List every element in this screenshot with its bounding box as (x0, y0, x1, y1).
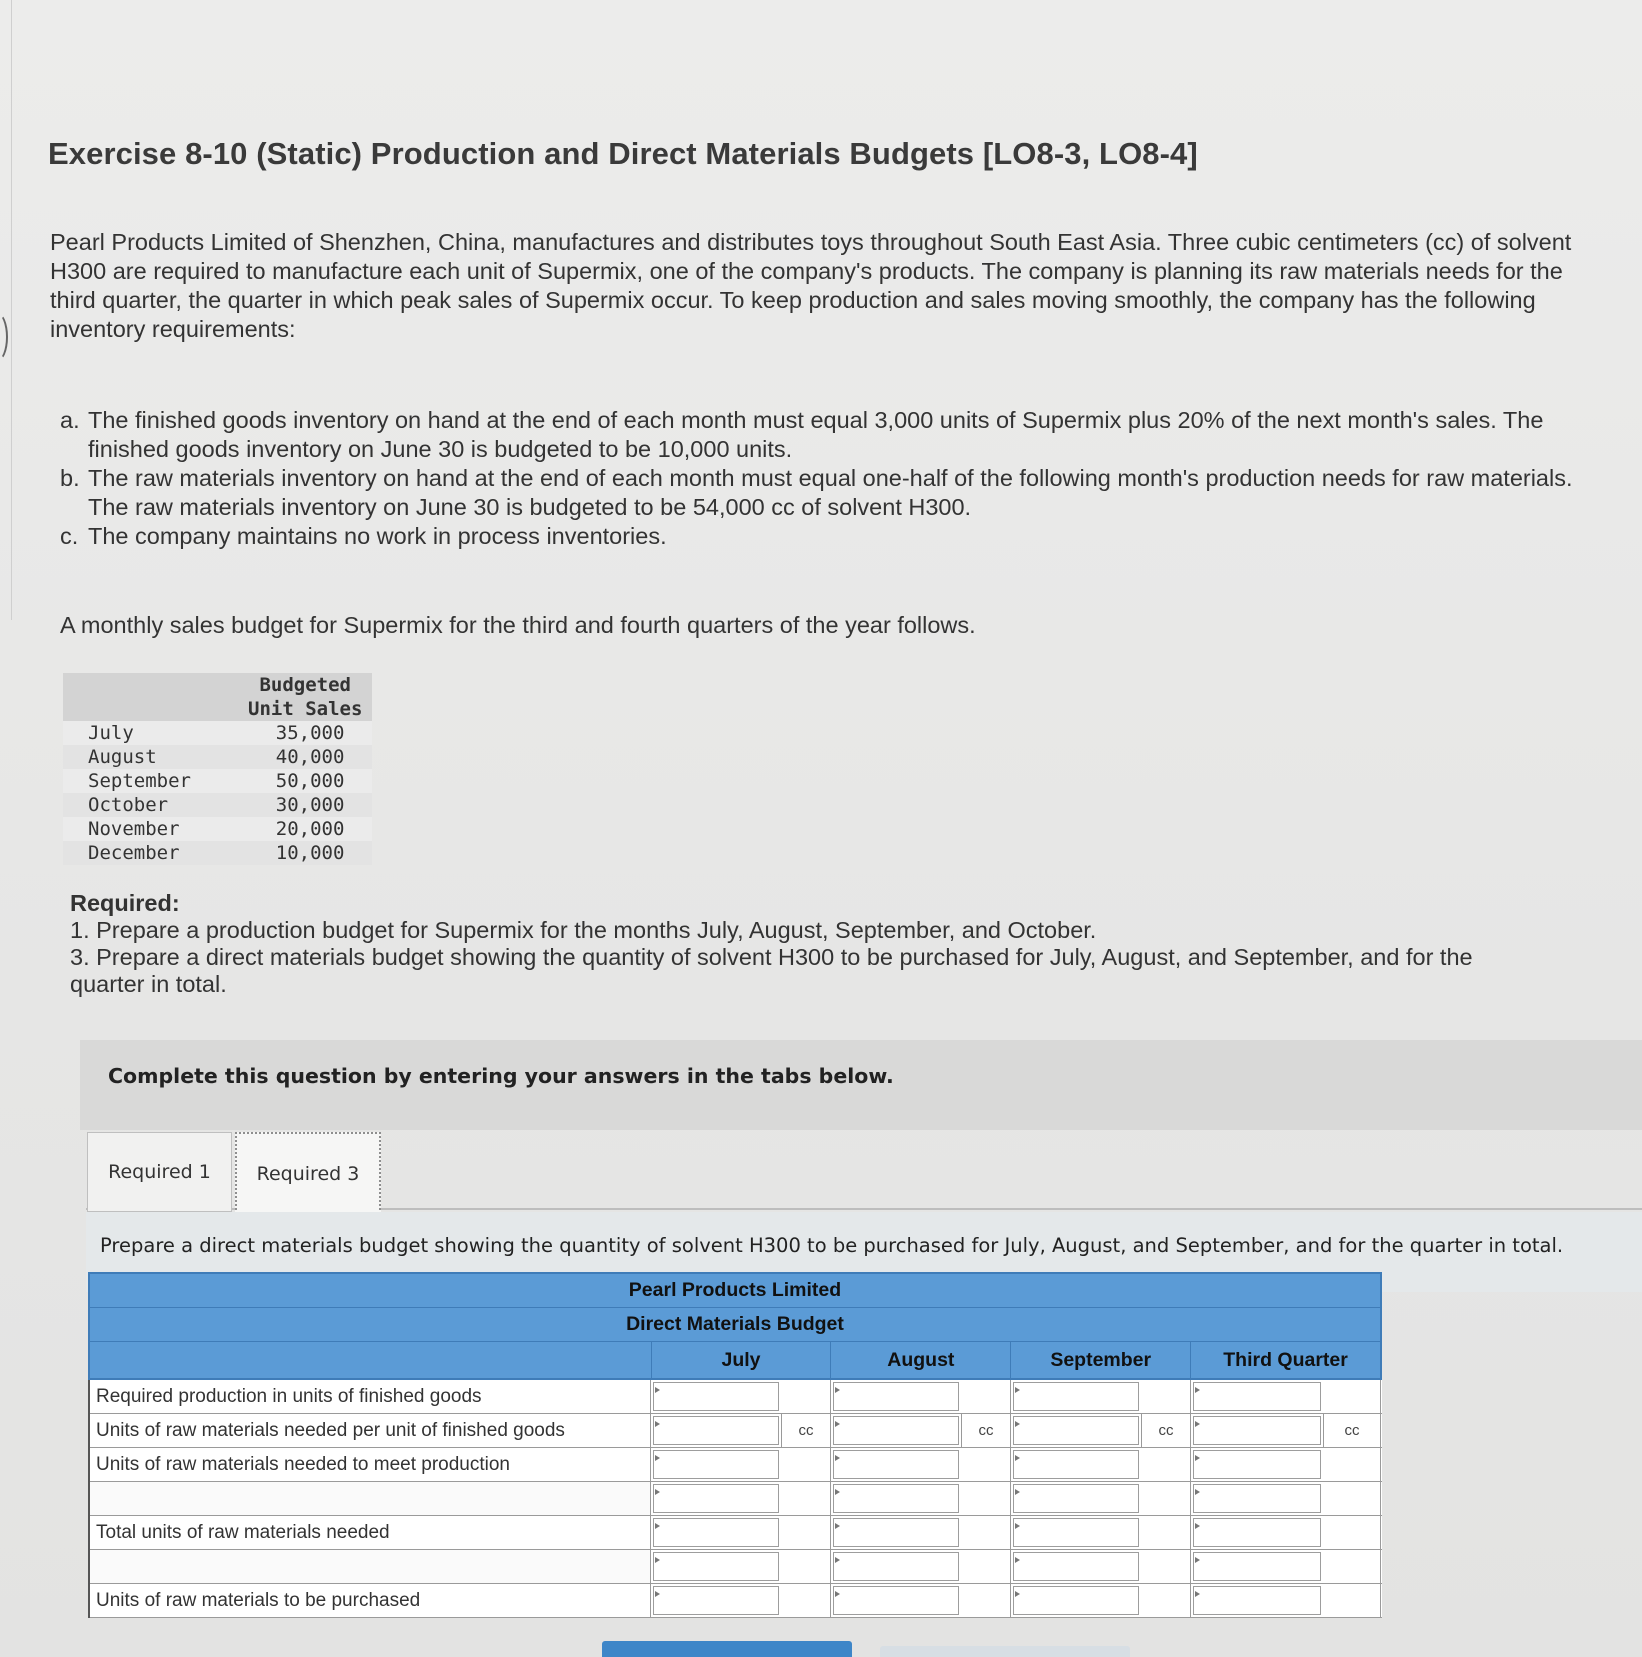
sales-budget-table (63, 673, 372, 865)
row-label: Required production in units of finished goods (90, 1380, 651, 1413)
unit-cc: cc (961, 1414, 1010, 1447)
column-august: August (830, 1342, 1010, 1378)
requirement-c: c. The company maintains no work in process inventories. (60, 523, 667, 549)
budget-header (88, 1272, 1382, 1380)
row-label-dropdown[interactable] (90, 1482, 651, 1515)
quarter-input[interactable] (1193, 1416, 1321, 1445)
prev-button[interactable] (602, 1641, 852, 1657)
table-row: July 35,000 (63, 721, 372, 745)
required-heading: Required: (70, 890, 180, 916)
september-input[interactable] (1013, 1484, 1139, 1513)
july-input[interactable] (653, 1450, 779, 1479)
table-row (90, 1414, 1382, 1448)
sales-header-blank (63, 673, 238, 721)
september-input[interactable] (1013, 1518, 1139, 1547)
july-input[interactable] (653, 1382, 779, 1411)
quarter-input[interactable] (1193, 1382, 1321, 1411)
table-row (90, 1584, 1382, 1618)
column-september: September (1010, 1342, 1190, 1378)
intro-paragraph: Pearl Products Limited of Shenzhen, China, manufactures and distributes toys throughout South East Asia. Three cubic centimeters (cc) of solvent H300 are required to manufacture each unit of Supermix, one of the company's products. The company is planning its raw materials needs for the third quarter, the quarter in which peak sales of Supermix occur. To keep production and sales moving smoothly, the company has the following inventory requirements: (50, 229, 1572, 342)
july-input[interactable] (653, 1484, 779, 1513)
required-section (70, 890, 1550, 998)
tab-required-1[interactable]: Required 1 (87, 1132, 232, 1212)
row-label: Units of raw materials to be purchased (90, 1584, 651, 1617)
august-input[interactable] (833, 1484, 959, 1513)
budget-title: Direct Materials Budget (90, 1308, 1380, 1342)
direct-materials-budget (88, 1272, 1382, 1618)
table-row (90, 1482, 1382, 1516)
august-input[interactable] (833, 1450, 959, 1479)
unit-cc: cc (1141, 1414, 1190, 1447)
sales-header: Budgeted Unit Sales (238, 673, 372, 721)
quarter-input[interactable] (1193, 1450, 1321, 1479)
august-input[interactable] (833, 1518, 959, 1547)
september-input[interactable] (1013, 1450, 1139, 1479)
september-input[interactable] (1013, 1586, 1139, 1615)
exercise-title: Exercise 8-10 (Static) Production and Direct Materials Budgets [LO8-3, LO8-4] (48, 136, 1198, 171)
july-input[interactable] (653, 1586, 779, 1615)
row-label: Units of raw materials needed per unit of finished goods (90, 1414, 651, 1447)
quarter-input[interactable] (1193, 1484, 1321, 1513)
august-input[interactable] (833, 1382, 959, 1411)
next-button[interactable] (880, 1646, 1130, 1657)
july-input[interactable] (653, 1416, 779, 1445)
unit-cc: cc (1323, 1414, 1380, 1447)
august-input[interactable] (833, 1586, 959, 1615)
table-row: August 40,000 (63, 745, 372, 769)
table-row (90, 1550, 1382, 1584)
budget-column-headers (90, 1342, 1380, 1378)
row-label: Total units of raw materials needed (90, 1516, 651, 1549)
inventory-requirements (60, 406, 1600, 551)
september-input[interactable] (1013, 1416, 1139, 1445)
august-input[interactable] (833, 1552, 959, 1581)
panel-text: Complete this question by entering your answers in the tabs below. (108, 1064, 894, 1088)
column-july: July (651, 1342, 831, 1378)
column-third-quarter: Third Quarter (1190, 1342, 1380, 1378)
sales-intro: A monthly sales budget for Supermix for the third and fourth quarters of the year follows. (60, 612, 976, 638)
quarter-input[interactable] (1193, 1552, 1321, 1581)
budget-grid (88, 1380, 1382, 1618)
table-row: September 50,000 (63, 769, 372, 793)
row-label: Units of raw materials needed to meet production (90, 1448, 651, 1481)
unit-cc: cc (781, 1414, 830, 1447)
table-row (90, 1380, 1382, 1414)
table-row (90, 1516, 1382, 1550)
august-input[interactable] (833, 1416, 959, 1445)
table-row: December 10,000 (63, 841, 372, 865)
july-input[interactable] (653, 1518, 779, 1547)
row-label-dropdown[interactable] (90, 1550, 651, 1583)
required-item-1: 1. Prepare a production budget for Supermix for the months July, August, September, and October. (70, 917, 1097, 943)
column-label-blank (90, 1342, 651, 1378)
tab-required-3[interactable]: Required 3 (235, 1132, 381, 1214)
september-input[interactable] (1013, 1552, 1139, 1581)
table-row (90, 1448, 1382, 1482)
table-row: November 20,000 (63, 817, 372, 841)
quarter-input[interactable] (1193, 1518, 1321, 1547)
september-input[interactable] (1013, 1382, 1139, 1411)
budget-company: Pearl Products Limited (90, 1274, 1380, 1308)
table-row: October 30,000 (63, 793, 372, 817)
july-input[interactable] (653, 1552, 779, 1581)
requirement-b: b. The raw materials inventory on hand at the end of each month must equal one-half of the following month's production needs for raw materials. The raw materials inventory on June 30 is budgeted to be 54,000 cc of solvent H300. (60, 465, 1573, 520)
requirement-a: a. The finished goods inventory on hand at the end of each month must equal 3,000 units of Supermix plus 20% of the next month's sales. The finished goods inventory on June 30 is budgeted to be 10,000 units. (60, 407, 1544, 462)
required-item-3: 3. Prepare a direct materials budget showing the quantity of solvent H300 to be purchased for July, August, and September, and for the quarter in total. (70, 944, 1473, 997)
left-edge (0, 0, 12, 620)
tab-instruction: Prepare a direct materials budget showing the quantity of solvent H300 to be purchased for July, August, and September, and for the quarter in total. (86, 1212, 1642, 1292)
quarter-input[interactable] (1193, 1586, 1321, 1615)
